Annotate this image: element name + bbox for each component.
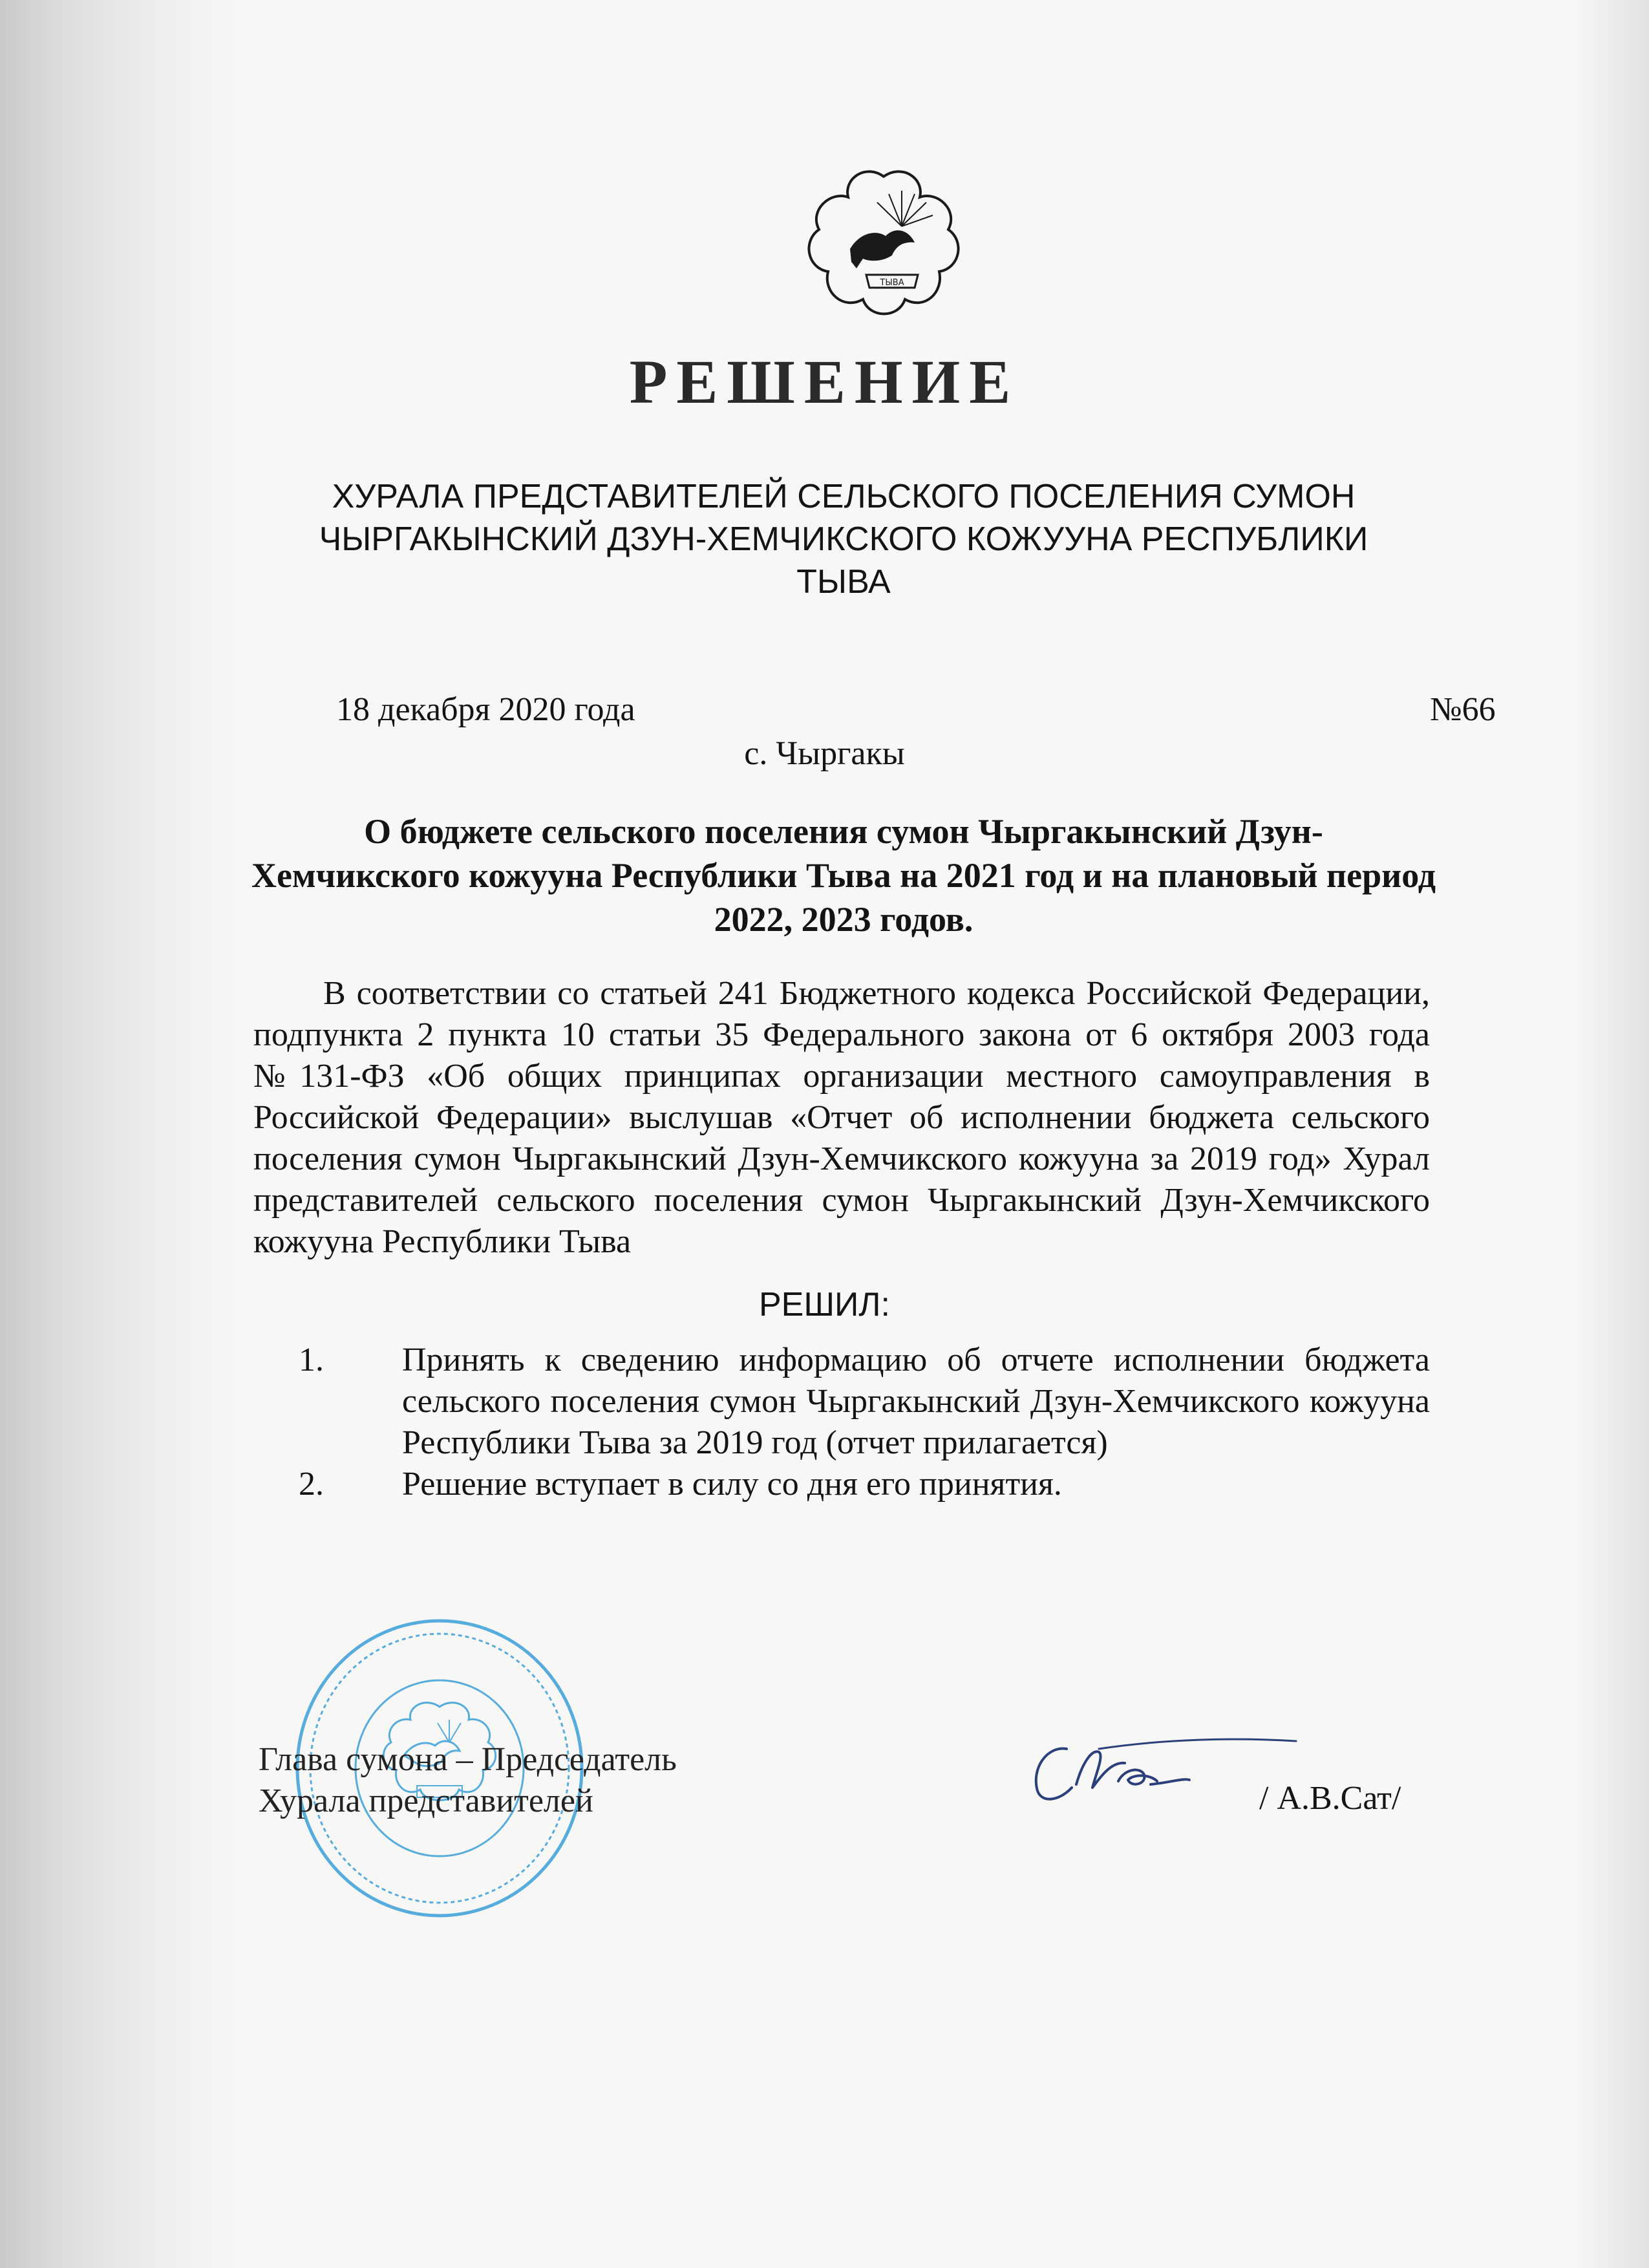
item-number: 1. xyxy=(299,1342,324,1378)
document-number: №66 xyxy=(1430,691,1496,728)
authority-line-1: ХУРАЛА ПРЕДСТАВИТЕЛЕЙ СЕЛЬСКОГО ПОСЕЛЕНИЯ СУМОН xyxy=(332,478,1356,515)
page-edge-shadow-right xyxy=(1571,0,1649,2268)
issuing-authority xyxy=(246,475,1442,603)
item-number: 2. xyxy=(299,1466,324,1503)
subject-line-1: О бюджете сельского поселения сумон Чыргакынский Дзун- xyxy=(364,812,1323,851)
preamble-paragraph: В соответствии со статьей 241 Бюджетного кодекса Российской Федерации, подпункта 2 пункта 10 статьи 35 Федерального закона от 6 октября 2003 года №131-ФЗ «Об общих принципах организации местного самоуправления в Российской Федерации» выслушав «Отчет об исполнении бюджета сельского поселения сумон Чыргакынский Дзун-Хемчикского кожууна за 2019 год» Хурал представителей сельского поселения сумон Чыргакынский Дзун-Хемчикского кожууна Республики Тыва xyxy=(253,975,1430,1260)
signatory-position xyxy=(259,1739,677,1822)
emblem-ribbon-text: ТЫВА xyxy=(880,278,904,288)
item-text: Решение вступает в силу со дня его принятия. xyxy=(402,1466,1062,1503)
handwritten-signature xyxy=(1021,1723,1299,1820)
document-subject xyxy=(246,809,1442,941)
document-place: с. Чыргакы xyxy=(744,735,905,772)
signatory-position-line-1: Глава сумона – Председатель xyxy=(259,1741,677,1778)
list-item xyxy=(253,1464,1430,1505)
subject-line-3: 2022, 2023 годов. xyxy=(714,900,973,939)
authority-line-2: ЧЫРГАКЫНСКИЙ ДЗУН-ХЕМЧИКСКОГО КОЖУУНА РЕСПУБЛИКИ xyxy=(319,520,1368,558)
resolved-heading: РЕШИЛ: xyxy=(759,1286,890,1323)
list-item xyxy=(253,1340,1430,1464)
authority-line-3: ТЫВА xyxy=(796,563,891,601)
item-text: Принять к сведению информацию об отчете исполнении бюджета сельского поселения сумон Чыргакынский Дзун-Хемчикского кожууна Республики Тыва за 2019 год (отчет прилагается) xyxy=(402,1342,1430,1461)
signatory-name: / А.В.Сат/ xyxy=(1259,1780,1401,1817)
document-date: 18 декабря 2020 года xyxy=(336,691,635,728)
signatory-position-line-2: Хурала представителей xyxy=(259,1782,593,1819)
decision-items-list xyxy=(253,1340,1430,1505)
subject-line-2: Хемчикского кожууна Республики Тыва на 2021 год и на плановый период xyxy=(251,856,1436,895)
page-edge-shadow-left xyxy=(0,0,246,2268)
tuva-emblem-icon xyxy=(805,165,963,323)
document-title: РЕШЕНИЕ xyxy=(629,347,1020,416)
